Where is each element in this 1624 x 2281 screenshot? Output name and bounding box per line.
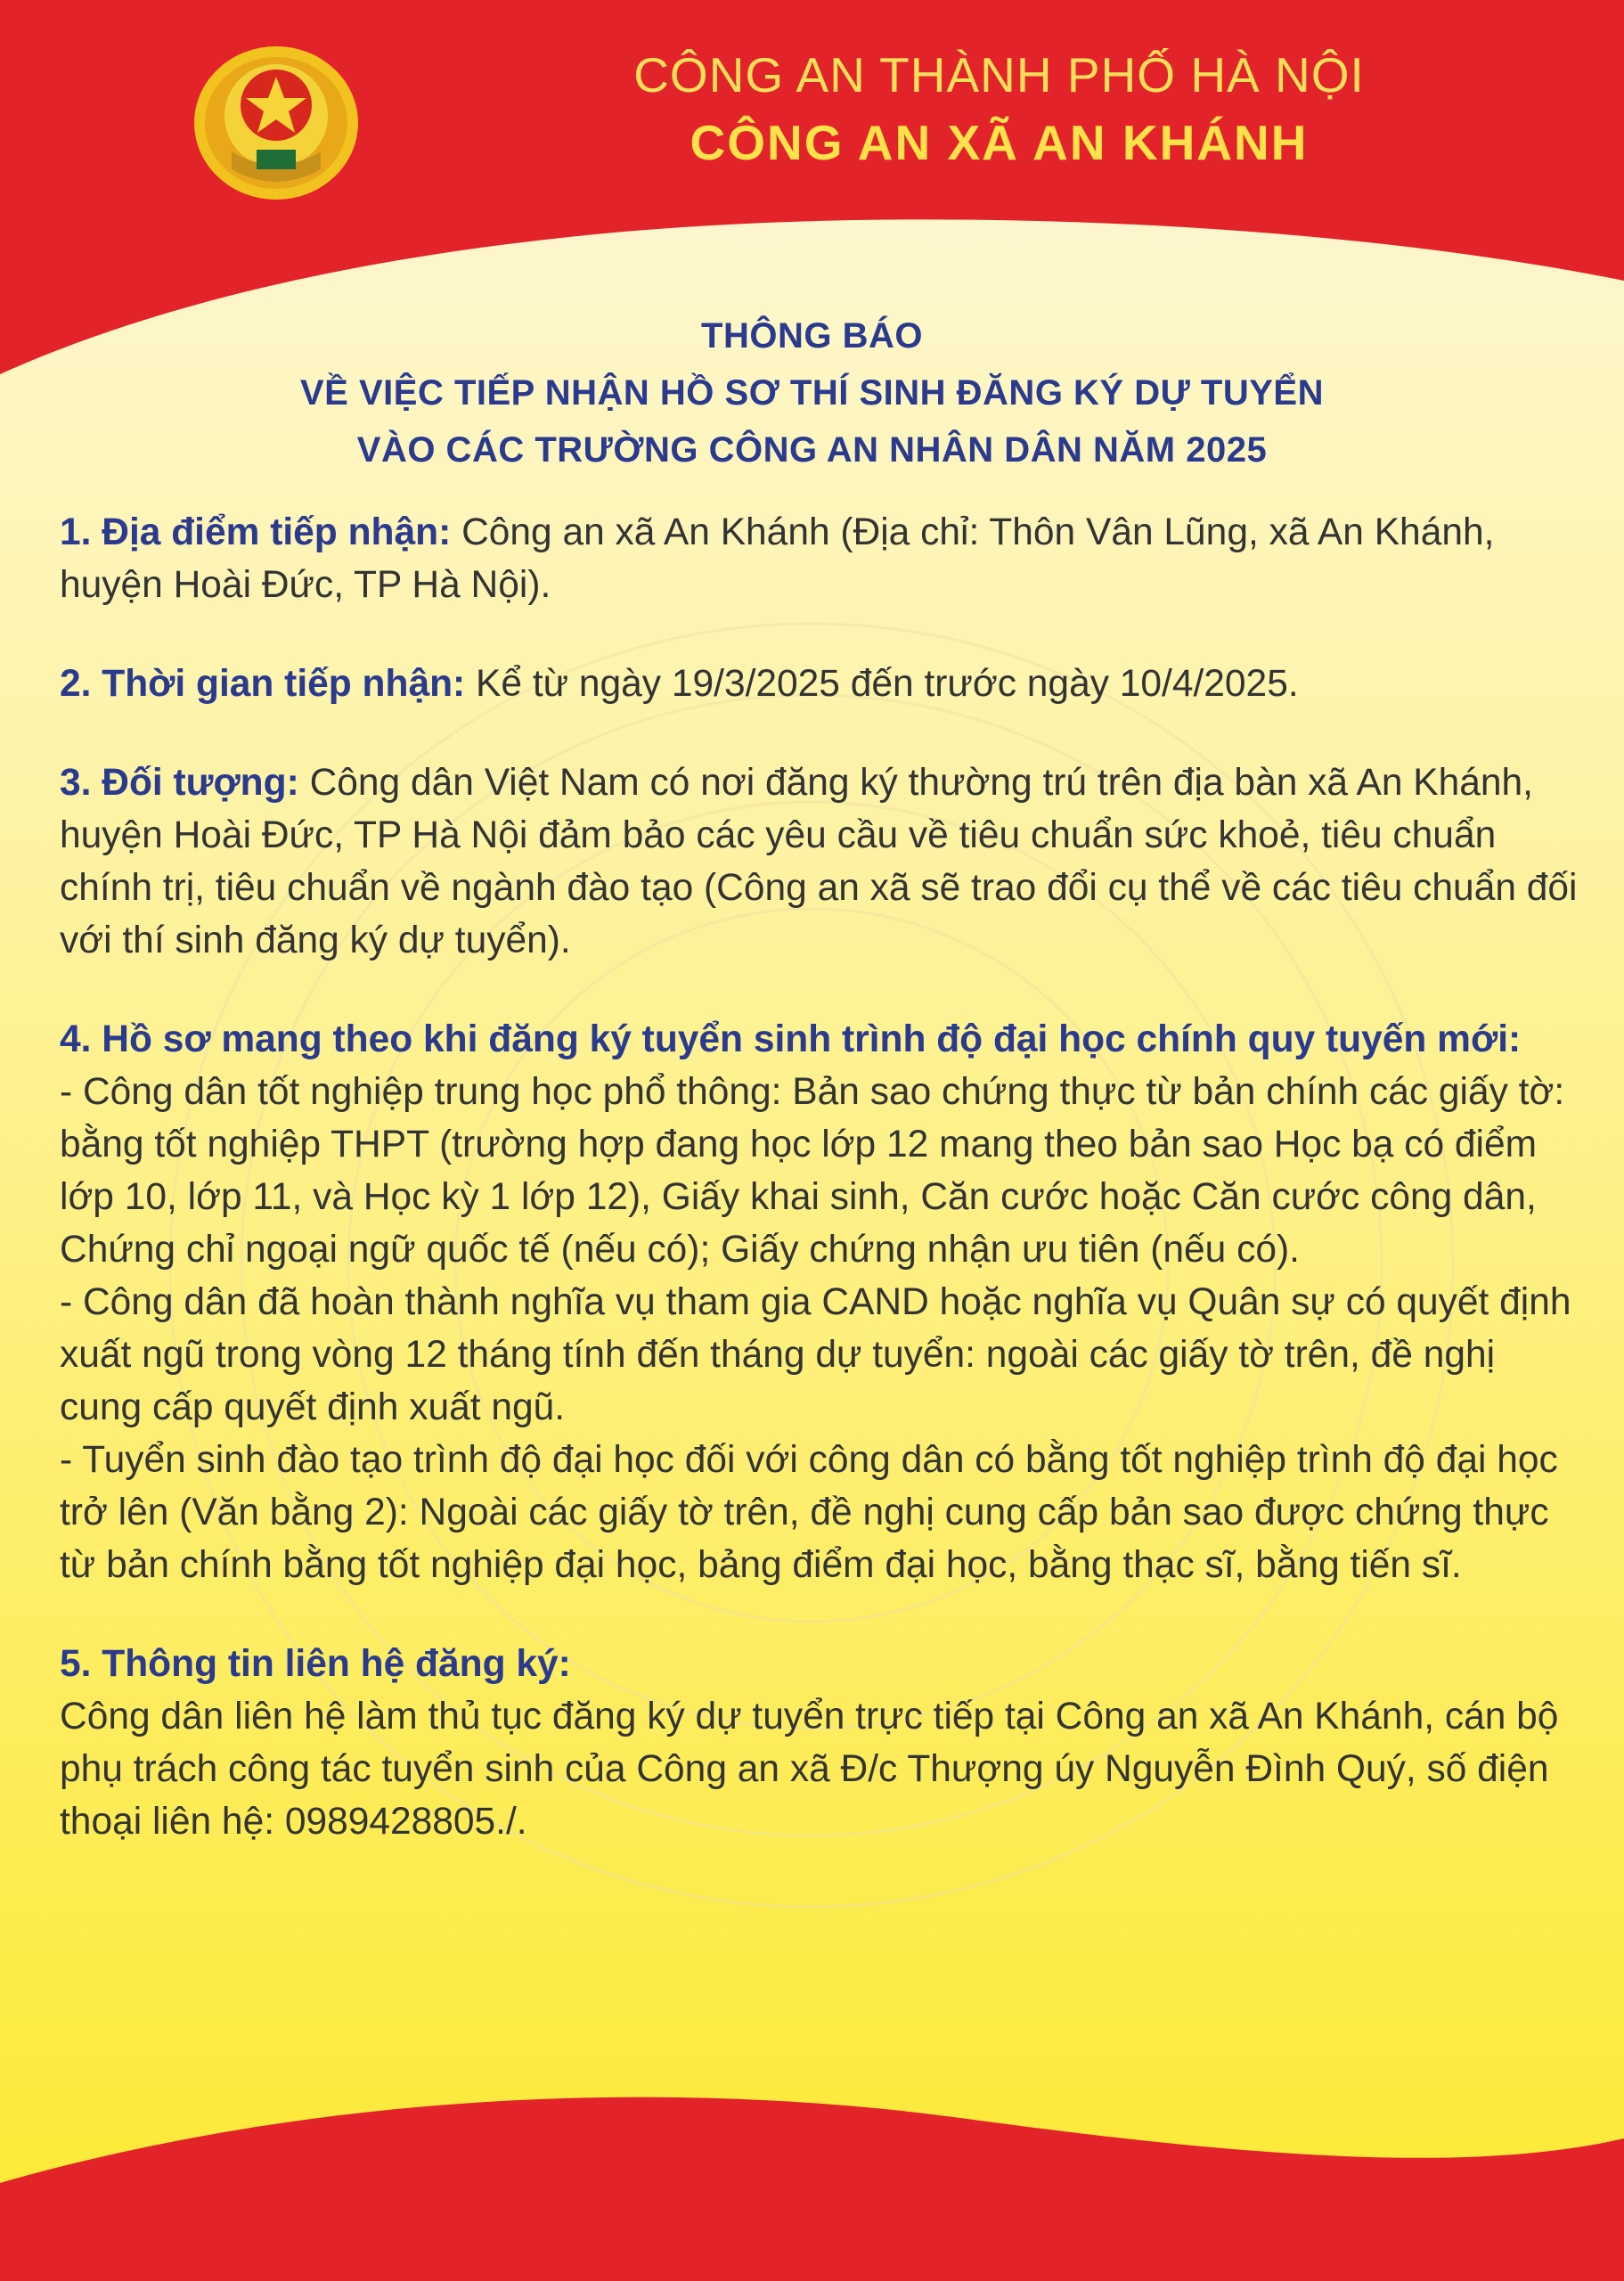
org-parent-title: CÔNG AN THÀNH PHỐ HÀ NỘI [633, 47, 1365, 102]
section-location [60, 506, 1585, 611]
section-location-heading: 1. Địa điểm tiếp nhận: [60, 511, 452, 553]
notice-title-line-2: VỀ VIỆC TIẾP NHẬN HỒ SƠ THÍ SINH ĐĂNG KÝ DỰ TUYỂN [300, 373, 1324, 413]
documents-item: - Tuyển sinh đào tạo trình độ đại học đối với công dân có bằng tốt nghiệp trình độ đại học trở lên (Văn bằng 2): Ngoài các giấy tờ trên, đề nghị cung cấp bản sao được chứng thực từ bản chính bằng tốt nghiệp đại học, bảng điểm đại học, bằng thạc sĩ, bằng tiến sĩ. [60, 1439, 1558, 1586]
section-documents-heading: 4. Hồ sơ mang theo khi đăng ký tuyển sinh trình độ đại học chính quy tuyến mới: [60, 1018, 1522, 1060]
section-contact-text: Công dân liên hệ làm thủ tục đăng ký dự tuyển trực tiếp tại Công an xã An Khánh, cán bộ phụ trách công tác tuyển sinh của Công an xã Đ/c Thượng úy Nguyễn Đình Quý, số điện thoại liên hệ: 0989428805./. [60, 1696, 1559, 1843]
section-documents [60, 1013, 1585, 1591]
notice-title [0, 307, 1624, 478]
section-contact-heading: 5. Thông tin liên hệ đăng ký: [60, 1643, 571, 1685]
notice-title-line-1: THÔNG BÁO [701, 316, 923, 356]
notice-body [60, 506, 1585, 1894]
section-eligibility-text: Công dân Việt Nam có nơi đăng ký thường trú trên địa bàn xã An Khánh, huyện Hoài Đức, TP Hà Nội đảm bảo các yêu cầu về tiêu chuẩn sức khoẻ, tiêu chuẩn chính trị, tiêu chuẩn về ngành đào tạo (Công an xã sẽ trao đổi cụ thể về các tiêu chuẩn đối với thí sinh đăng ký dự tuyển). [60, 762, 1578, 961]
org-unit-title: CÔNG AN XÃ AN KHÁNH [690, 115, 1309, 170]
documents-item: - Công dân tốt nghiệp trung học phổ thông: Bản sao chứng thực từ bản chính các giấy tờ: bằng tốt nghiệp THPT (trường hợp đang học lớp 12 mang theo bản sao Học bạ có điểm lớp 10, lớp 11, và Học kỳ 1 lớp 12), Giấy khai sinh, Căn cước hoặc Căn cước công dân, Chứng chỉ ngoại ngữ quốc tế (nếu có); Giấy chứng nhận ưu tiên (nếu có). [60, 1071, 1565, 1271]
section-contact [60, 1638, 1585, 1848]
section-eligibility-heading: 3. Đối tượng: [60, 762, 299, 804]
documents-item: - Công dân đã hoàn thành nghĩa vụ tham gia CAND hoặc nghĩa vụ Quân sự có quyết định xuất ngũ trong vòng 12 tháng tính đến tháng dự tuyển: ngoài các giấy tờ trên, đề nghị cung cấp quyết định xuất ngũ. [60, 1281, 1571, 1428]
police-emblem-icon [178, 36, 374, 205]
section-time-text: Kể từ ngày 19/3/2025 đến trước ngày 10/4/2025. [476, 663, 1299, 705]
section-eligibility [60, 756, 1585, 967]
section-time [60, 658, 1585, 710]
section-time-heading: 2. Thời gian tiếp nhận: [60, 663, 466, 705]
section-location-text: Công an xã An Khánh (Địa chỉ: Thôn Vân Lũng, xã An Khánh, huyện Hoài Đức, TP Hà Nội). [60, 511, 1495, 606]
notice-title-line-3: VÀO CÁC TRƯỜNG CÔNG AN NHÂN DÂN NĂM 2025 [356, 430, 1268, 470]
